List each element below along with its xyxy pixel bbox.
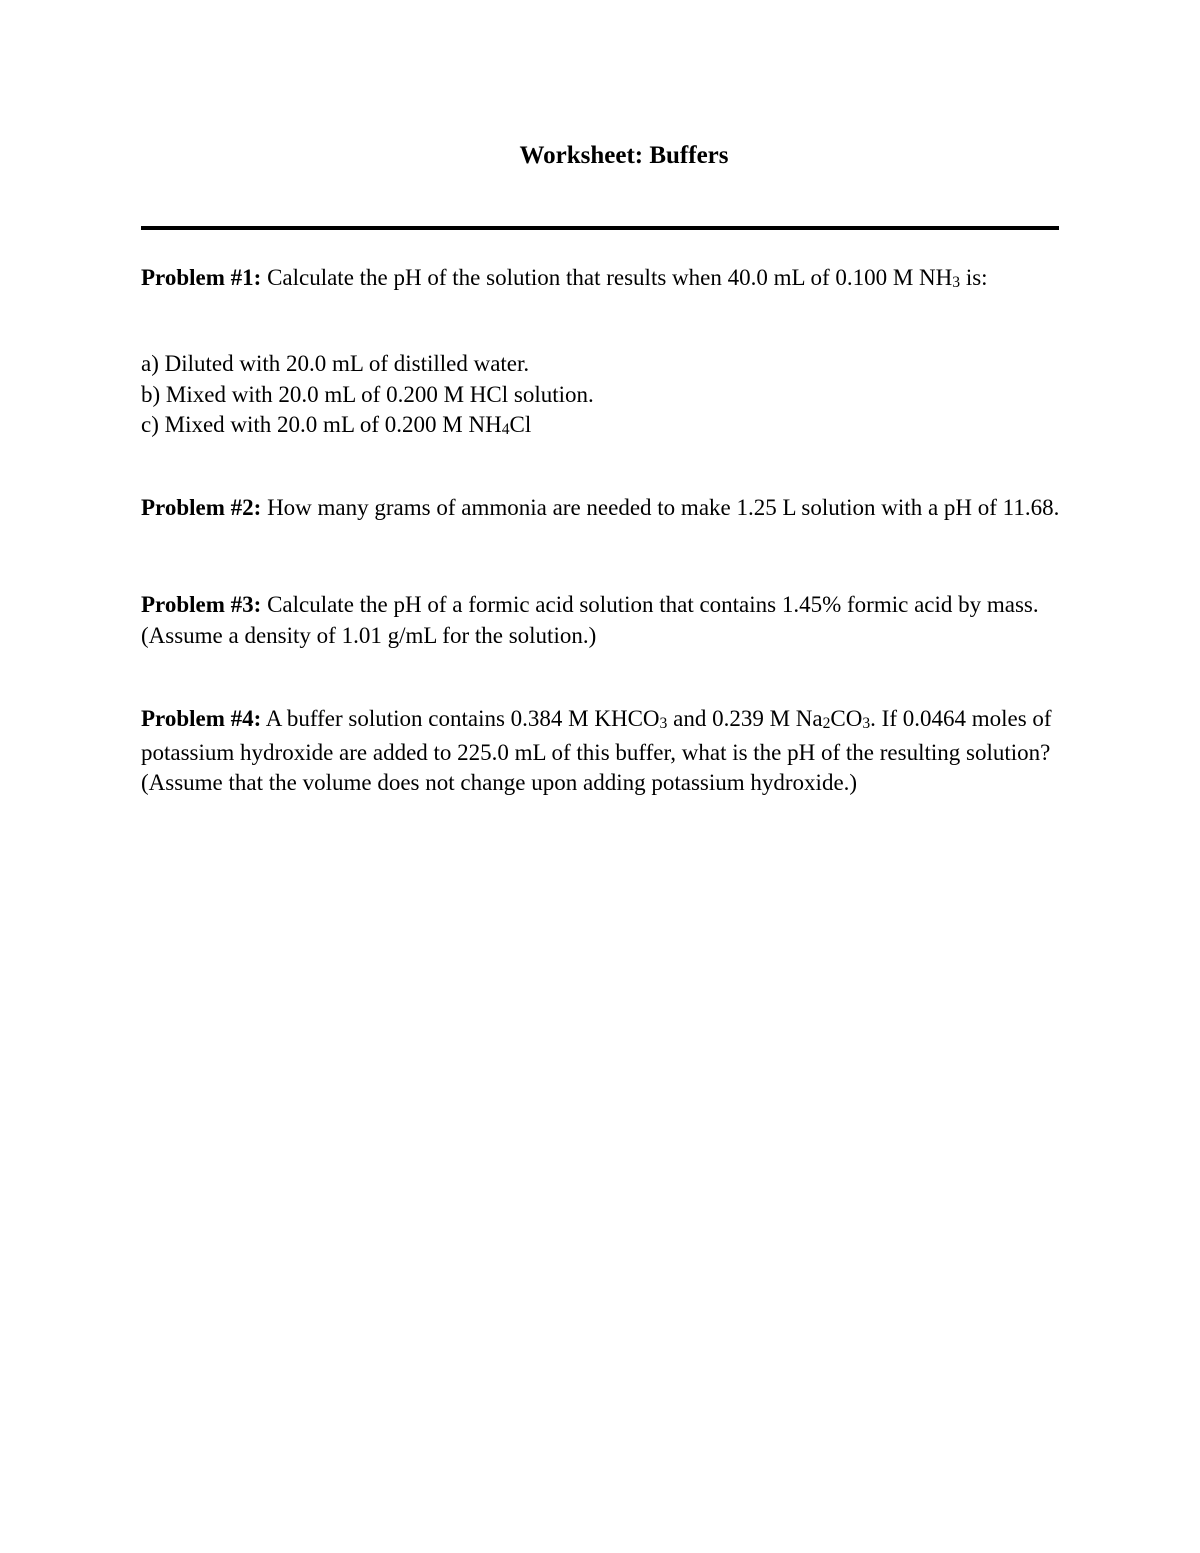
problem-4-text-d: . If 0.0464 moles of potassium hydroxide are added to 225.0 mL of this buffer, what is the pH of the resulting solution? (Assume that the volume does not change upon adding potassium hydroxide.) <box>141 706 1052 795</box>
problem-1-part-b: b) Mixed with 20.0 mL of 0.200 M HCl solution. <box>141 381 594 407</box>
problem-1 <box>141 263 1101 297</box>
problem-1-parts <box>141 349 594 444</box>
problem-1-text-b: is: <box>960 265 988 290</box>
problem-4-text-a: A buffer solution contains 0.384 M KHCO <box>261 706 660 731</box>
problem-4-text-b: and 0.239 M Na <box>667 706 823 731</box>
problem-4-sub-3: 3 <box>862 715 871 733</box>
title-divider <box>141 226 1059 230</box>
problem-4 <box>141 704 1101 799</box>
problem-1-label: Problem #1: <box>141 265 262 290</box>
part-c-text: c) Mixed with 20.0 mL of 0.200 M NH <box>141 412 502 437</box>
problem-3-label: Problem #3: <box>141 592 262 617</box>
problem-4-text-c: CO <box>830 706 863 731</box>
problem-2-label: Problem #2: <box>141 495 262 520</box>
problem-3-text: Calculate the pH of a formic acid solution that contains 1.45% formic acid by mass. (Assume a density of 1.01 g/mL for the solution.) <box>141 592 1039 648</box>
problem-4-label: Problem #4: <box>141 706 262 731</box>
problem-4-sub-2: 2 <box>822 715 831 733</box>
problem-2-text: How many grams of ammonia are needed to make 1.25 L solution with a pH of 11.68. <box>261 495 1060 520</box>
page-title: Worksheet: Buffers <box>519 142 729 169</box>
problem-1-text-a: Calculate the pH of the solution that results when 40.0 mL of 0.100 M NH <box>261 265 953 290</box>
problem-1-part-c <box>141 410 594 444</box>
problem-1-part-a: a) Diluted with 20.0 mL of distilled water. <box>141 351 530 376</box>
part-c-subscript: 4 <box>501 421 510 439</box>
problem-2 <box>141 493 1101 524</box>
part-c-text-end: Cl <box>509 412 532 437</box>
problem-1-subscript: 3 <box>952 274 961 292</box>
problem-4-sub-1: 3 <box>659 715 668 733</box>
problem-3 <box>141 590 1101 651</box>
